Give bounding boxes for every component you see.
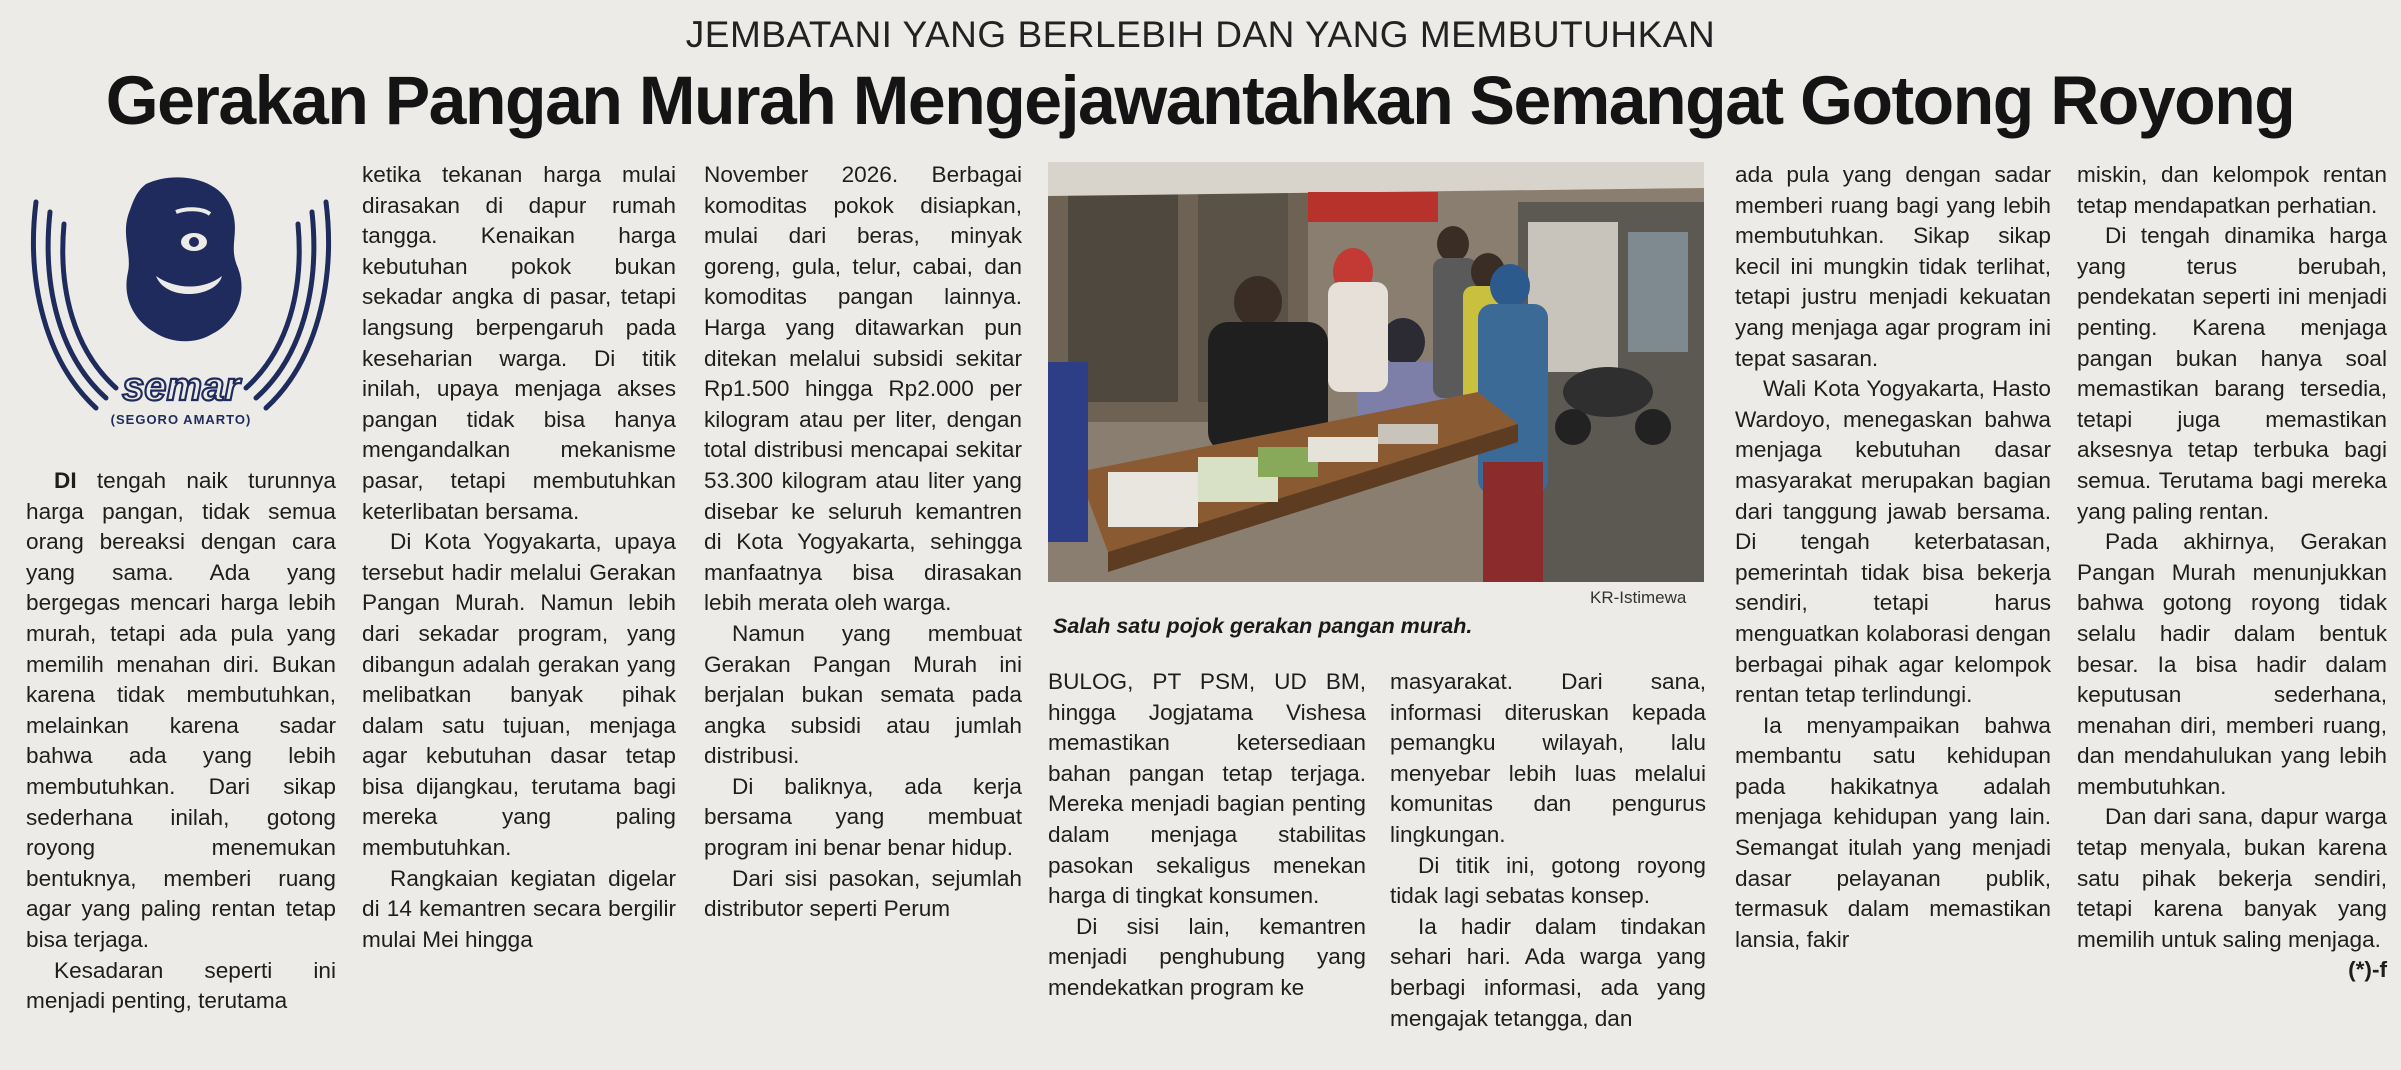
column-logo: [26, 172, 336, 440]
col2-paragraph-2: Di Kota Yogyakarta, upaya tersebut hadir melalui Gerakan Pangan Murah. Namun lebih dari sekadar program, yang dibangun adalah gerakan yang melibatkan banyak pihak dalam satu tujuan, menjaga agar kebutuhan dasar tetap bisa dijangkau, terutama bagi mereka yang paling membutuhkan.: [362, 529, 676, 861]
col6-paragraph-2: Wali Kota Yogyakarta, Hasto Wardoyo, menegaskan bahwa menjaga kebutuhan dasar masyarakat merupakan bagian dari tanggung jawab bersama. Di tengah keterbatasan, pemerintah tidak bisa bekerja sendiri, tetapi harus menguatkan kolaborasi dengan berbagai pihak agar kelompok rentan tetap terlindungi.: [1735, 376, 2051, 708]
column-5: [1390, 667, 1706, 1034]
photo-credit: KR-Istimewa: [1590, 588, 1687, 607]
logo-name: semar: [122, 365, 240, 409]
col5-paragraph-3: Ia hadir dalam tindakan sehari hari. Ada warga yang berbagi informasi, ada yang mengajak tetangga, dan: [1390, 913, 1706, 1031]
column-6: [1735, 160, 2051, 955]
col1-paragraph-1: tengah naik turunnya harga pangan, tidak semua orang bereaksi dengan cara yang sama. Ada yang bergegas mencari harga lebih murah, tetapi ada pula yang memilih menahan diri. Bukan karena tidak membutuhkan, melainkan karena sadar bahwa ada yang lebih membutuhkan. Dari sikap sederhana inilah, gotong royong menemukan bentuknya, memberi ruang agar yang paling rentan tetap bisa terjaga.: [26, 468, 336, 952]
headline: Gerakan Pangan Murah Mengejawantahkan Semangat Gotong Royong: [105, 62, 2295, 139]
kicker: JEMBATANI YANG BERLEBIH DAN YANG MEMBUTUHKAN: [685, 14, 1716, 55]
column-4: [1048, 667, 1366, 1004]
col7-paragraph-4: Dan dari sana, dapur warga tetap menyala, bukan karena satu pihak bekerja sendiri, tetapi karena banyak yang memilih untuk saling menjaga.: [2077, 804, 2387, 952]
news-photo: [1048, 162, 1704, 582]
col7-paragraph-2: Di tengah dinamika harga yang terus berubah, pendekatan seperti ini menjadi penting. Karena menjaga pangan bukan hanya soal memastikan barang tersedia, tetapi juga memastikan aksesnya tetap terbuka bagi semua. Terutama bagi mereka yang paling rentan.: [2077, 223, 2387, 524]
sign-off: (*)-f: [2348, 957, 2387, 983]
bleed-through-left: [10, 218, 16, 244]
col3-paragraph-4: Dari sisi pasokan, sejumlah distributor seperti Perum: [704, 865, 1022, 922]
column-3: [704, 160, 1022, 925]
col3-paragraph-3: Di baliknya, ada kerja bersama yang membuat program ini benar benar hidup.: [704, 773, 1022, 861]
col5-paragraph-1: masyarakat. Dari sana, informasi diteruskan kepada pemangku wilayah, lalu menyebar lebih luas melalui komunitas dan pengurus lingkungan.: [1390, 669, 1706, 847]
col6-paragraph-1: ada pula yang dengan sadar memberi ruang bagi yang lebih membutuhkan. Sikap sikap kecil ini mungkin tidak terlihat, tetapi justru menjadi kekuatan yang menjaga agar program ini tepat sasaran.: [1735, 162, 2051, 371]
col2-paragraph-1: ketika tekanan harga mulai dirasakan di dapur rumah tangga. Kenaikan harga kebutuhan pokok bukan sekadar angka di pasar, tetapi langsung berpengaruh pada keseharian warga. Di titik inilah, upaya menjaga akses pangan tidak bisa hanya mengandalkan mekanisme pasar, tetapi membutuhkan keterlibatan bersama.: [362, 162, 676, 524]
col2-paragraph-3: Rangkaian kegiatan digelar di 14 kemantren secara bergilir mulai Mei hingga: [362, 865, 676, 952]
logo-subtitle: (SEGORO AMARTO): [110, 412, 252, 427]
col1-paragraph-2: Kesadaran seperti ini menjadi penting, terutama: [26, 957, 336, 1014]
photo-caption: Salah satu pojok gerakan pangan murah.: [1053, 614, 1473, 638]
col7-paragraph-3: Pada akhirnya, Gerakan Pangan Murah menunjukkan bahwa gotong royong tidak selalu hadir dalam bentuk besar. Ia bisa hadir dalam keputusan sederhana, menahan diri, memberi ruang, dan mendahulukan yang lebih membutuhkan.: [2077, 529, 2387, 799]
col7-paragraph-1: miskin, dan kelompok rentan tetap mendapatkan perhatian.: [2077, 162, 2387, 218]
col5-paragraph-2: Di titik ini, gotong royong tidak lagi sebatas konsep.: [1390, 852, 1706, 909]
col3-paragraph-1: November 2026. Berbagai komoditas pokok disiapkan, mulai dari beras, minyak goreng, gula, telur, cabai, dan komoditas pangan lainnya. Harga yang ditawarkan pun ditekan melalui subsidi sekitar Rp1.500 hingga Rp2.000 per kilogram atau per liter, dengan total distribusi mencapai sekitar 53.300 kilogram atau liter yang disebar ke seluruh kemantren di Kota Yogyakarta, sehingga manfaatnya bisa dirasakan lebih merata oleh warga.: [704, 162, 1022, 616]
column-2: [362, 160, 676, 955]
column-1: [26, 466, 336, 1017]
dropcap: DI: [54, 468, 77, 493]
col3-paragraph-2: Namun yang membuat Gerakan Pangan Murah ini berjalan bukan semata pada angka subsidi atau jumlah distribusi.: [704, 620, 1022, 769]
semar-wayang-icon: [26, 172, 336, 440]
col6-paragraph-3: Ia menyampaikan bahwa membantu satu kehidupan pada hakikatnya adalah menjaga kehidupan yang lain. Semangat itulah yang menjadi dasar pelayanan publik, termasuk dalam memastikan lansia, fakir: [1735, 712, 2051, 952]
column-7: [2077, 160, 2387, 986]
market-stall-photo: [1048, 162, 1704, 582]
col4-paragraph-1: BULOG, PT PSM, UD BM, hingga Jogjatama Vishesa memastikan ketersediaan bahan pangan tetap terjaga. Mereka menjadi bagian penting dalam menjaga stabilitas pasokan sekaligus menekan harga di tingkat konsumen.: [1048, 669, 1366, 909]
col4-paragraph-2: Di sisi lain, kemantren menjadi penghubung yang mendekatkan program ke: [1048, 913, 1366, 1000]
